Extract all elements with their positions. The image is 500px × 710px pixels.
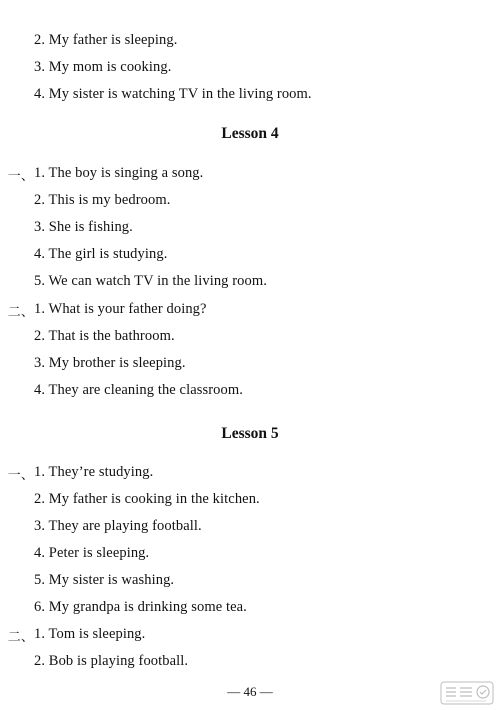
page-number: — 46 — <box>227 684 273 699</box>
answer-line: 4. They are cleaning the classroom. <box>34 382 243 398</box>
answer-line: 3. My brother is sleeping. <box>34 355 186 371</box>
answer-line <box>7 626 146 645</box>
section-number: 二、 <box>7 305 34 320</box>
answer-text: 1. The boy is singing a song. <box>34 165 204 181</box>
answer-line: 2. This is my bedroom. <box>34 192 171 208</box>
answer-line: 2. That is the bathroom. <box>34 328 175 344</box>
answer-line: 4. My sister is watching TV in the living room. <box>34 86 312 102</box>
section-number: 一、 <box>7 468 34 483</box>
answer-line <box>7 165 204 184</box>
answer-line: 3. She is fishing. <box>34 219 133 235</box>
section-number: 一、 <box>7 169 34 184</box>
answer-text: 1. Tom is sleeping. <box>34 626 146 642</box>
answer-line: 2. My father is sleeping. <box>34 32 178 48</box>
watermark-logo-icon <box>440 680 494 706</box>
answer-line: 4. The girl is studying. <box>34 246 168 262</box>
answer-line: 4. Peter is sleeping. <box>34 545 150 561</box>
answer-line: 2. My father is cooking in the kitchen. <box>34 491 260 507</box>
answer-line: 5. My sister is washing. <box>34 572 175 588</box>
answer-line: 3. My mom is cooking. <box>34 59 172 75</box>
lesson-heading: Lesson 4 <box>221 125 279 142</box>
section-number: 二、 <box>7 630 34 645</box>
answer-text: 1. What is your father doing? <box>34 301 207 317</box>
answer-line: 3. They are playing football. <box>34 518 202 534</box>
answer-line <box>7 301 207 320</box>
lesson-heading: Lesson 5 <box>221 425 279 442</box>
answer-text: 1. They’re studying. <box>34 464 154 480</box>
answer-line: 6. My grandpa is drinking some tea. <box>34 599 247 615</box>
answer-line: 2. Bob is playing football. <box>34 653 189 669</box>
answer-line: 5. We can watch TV in the living room. <box>34 273 267 289</box>
answer-line <box>7 464 154 483</box>
